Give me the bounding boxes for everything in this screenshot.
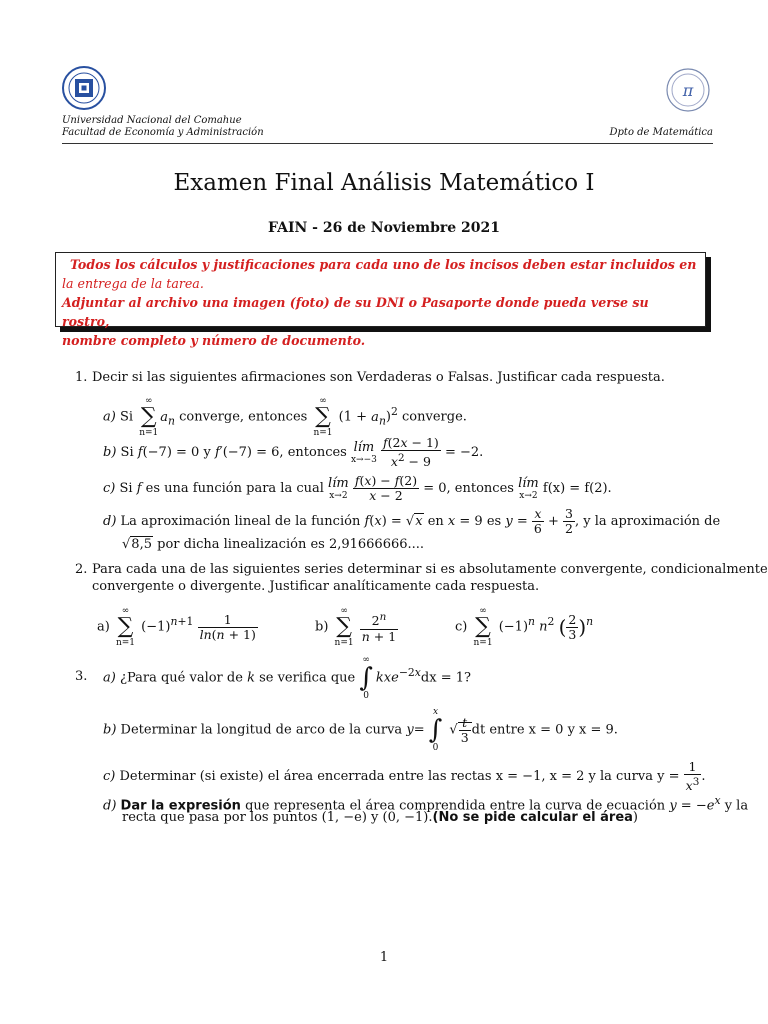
q1-item-d-cont: √8,5 por dicha linealización es 2,91666666.... — [122, 537, 425, 552]
department-name: Dpto de Matemática — [609, 127, 713, 138]
q1-item-d: d) La aproximación lineal de la función f(x) = √x en x = 9 es y = $\frac{x}{6}$ + $\frac{3}{2}$ , y la aproximación de — [103, 506, 721, 536]
notice-line-2: la entrega de la tarea. — [62, 276, 204, 291]
notice-line-4: nombre completo y número de documento. — [62, 333, 366, 348]
q3-number: 3. — [75, 669, 88, 684]
q3-item-c: c) Determinar (si existe) el área encerrada entre las rectas x = −1, x = 2 y la curva y = $\frac{1}{x^3}$ . — [103, 759, 706, 794]
q3-item-d-cont: recta que pasa por los puntos (1, −e) y (0, −1).(No se pide calcular el área) — [122, 810, 638, 825]
q2-statement-line-1: Para cada una de las siguientes series determinar si es absolutamente convergente, condicionalmente — [92, 562, 768, 577]
q2-statement-line-2: convergente o divergente. Justificar analíticamente cada respuesta. — [92, 579, 540, 594]
q1-item-b: b) Si f(−7) = 0 y f′(−7) = 6, entonces lím x→−3 $\frac{f(2x - 1)}{x^2 - 9}$ = −2. — [103, 435, 484, 470]
exam-title: Examen Final Análisis Matemático I — [173, 170, 595, 196]
page-number: 1 — [379, 950, 389, 965]
header-rule — [62, 143, 713, 144]
q2-number: 2. — [75, 562, 88, 577]
q3-item-d: d) Dar la expresión que representa el área comprendida entre la curva de ecuación $y = -e^x$ y la — [103, 794, 749, 814]
q3-item-b: b) Determinar la longitud de arco de la curva y= x ∫ 0 √ $\frac{t}{3}$ dt entre x = 0 y x = 9. — [103, 707, 618, 753]
exam-subtitle: FAIN - 26 de Noviembre 2021 — [267, 220, 501, 236]
q1-item-c: c) Si f es una función para la cual lím x→2 $\frac{f(x) - f(2)}{x - 2}$ = 0, entonces lím x→2 f(x) = f(2). — [103, 473, 612, 503]
q1-statement: Decir si las siguientes afirmaciones son Verdaderas o Falsas. Justificar cada respuesta. — [92, 370, 665, 385]
university-name: Universidad Nacional del Comahue — [62, 115, 242, 126]
notice-line-3: Adjuntar al archivo una imagen (foto) de su DNI o Pasaporte donde pueda verse su rostro, — [62, 295, 649, 329]
svg-text:π: π — [682, 81, 694, 100]
q1-number: 1. — [75, 370, 88, 385]
notice-line-1: Todos los cálculos y justificaciones para cada uno de los incisos deben estar incluidos en — [70, 257, 697, 272]
q2-series-b: b) ∞ ∑ n=1 $\frac{2^n}{n + 1}$ — [315, 606, 397, 648]
q2-series-c: c) ∞ ∑ n=1 $(-1)^n$ $n^2$ ( $\frac{2}{3}$ )$^n$ — [455, 606, 594, 648]
university-logo — [62, 66, 106, 110]
q3-item-a: a) ¿Para qué valor de k se verifica que ∞ ∫ 0kxe$^{-2x}$dx = 1? — [103, 655, 471, 701]
q2-series-a: a) ∞ ∑ n=1 $(-1)^{n+1}$ $\frac{1}{\ln(n + 1)}$ — [97, 606, 256, 648]
department-logo — [666, 68, 710, 112]
faculty-name: Facultad de Economía y Administración — [62, 127, 264, 138]
q1-item-a: a) Si ∞ ∑ $n=1a_n$ converge, entonces ∞ ∑ n=1 $(1 + a_n)^2$ converge. — [103, 396, 467, 438]
notice-box — [55, 252, 706, 348]
